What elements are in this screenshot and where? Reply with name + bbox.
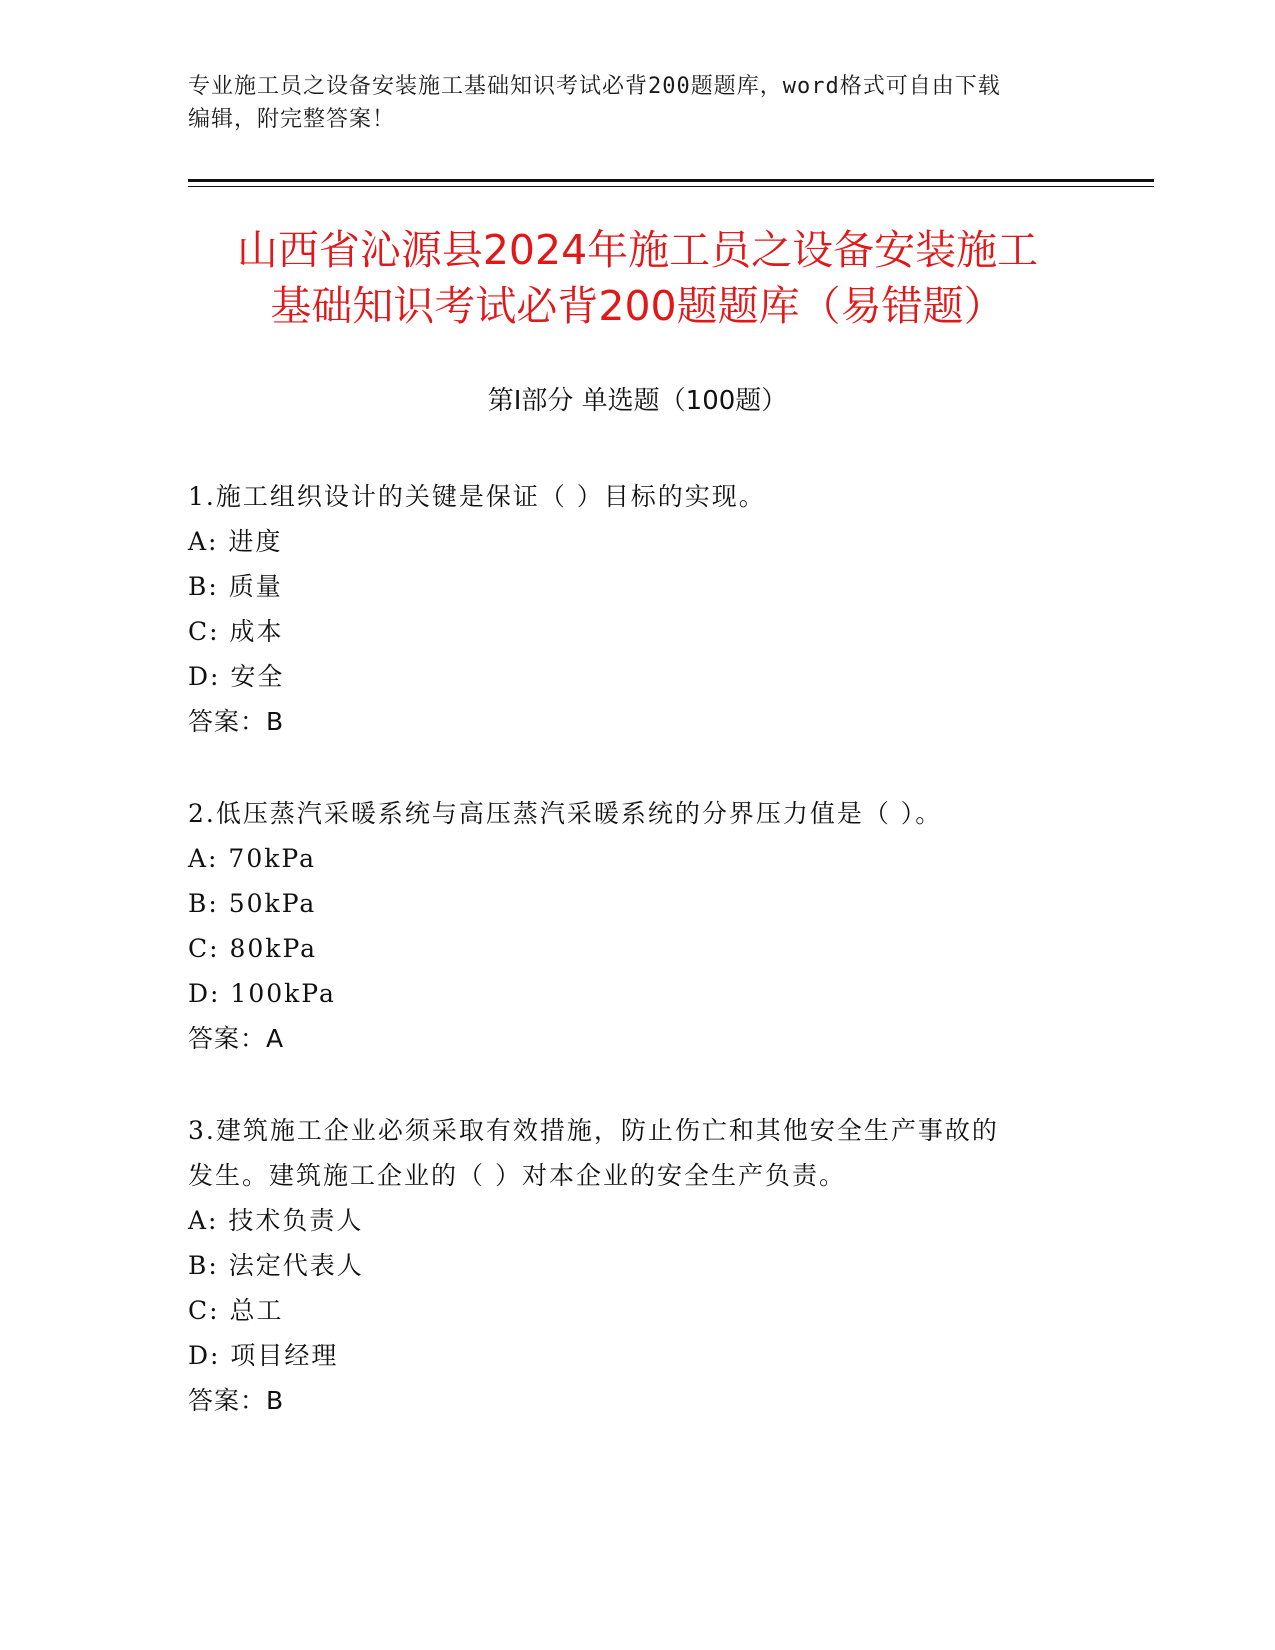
answer: 答案：A: [188, 1024, 285, 1053]
option-d: D: 100kPa: [188, 979, 336, 1008]
header-note: [188, 70, 1088, 136]
option-c: C: 80kPa: [188, 934, 318, 963]
option-c: C: 成本: [188, 617, 284, 646]
option-b: B: 法定代表人: [188, 1251, 364, 1280]
header-note-line-2: 编辑，附完整答案！: [188, 107, 396, 132]
section-title: 第Ⅰ部分 单选题（100题）: [487, 386, 788, 416]
document-title-line-2: 基础知识考试必背200题题库（易错题）: [270, 282, 1005, 330]
option-c: C: 总工: [188, 1296, 284, 1325]
answer: 答案：B: [188, 1386, 285, 1415]
question-stem: 2.低压蒸汽采暖系统与高压蒸汽采暖系统的分界压力值是（ ）。: [188, 799, 943, 828]
answer: 答案：B: [188, 707, 285, 736]
option-d: D: 安全: [188, 662, 285, 691]
question-stem-line-1: 3.建筑施工企业必须采取有效措施，防止伤亡和其他安全生产事故的: [188, 1116, 999, 1145]
option-b: B: 质量: [188, 572, 283, 601]
question-2: [188, 791, 1088, 1061]
option-d: D: 项目经理: [188, 1341, 339, 1370]
question-3: [188, 1108, 1088, 1423]
question-1: [188, 474, 1088, 744]
option-b: B: 50kPa: [188, 889, 317, 918]
question-list: [188, 474, 1088, 1470]
question-stem: 1.施工组织设计的关键是保证（ ）目标的实现。: [188, 482, 766, 511]
option-a: A: 70kPa: [188, 844, 316, 873]
document-title-line-1: 山西省沁源县2024年施工员之设备安装施工: [236, 226, 1039, 274]
document-title: [150, 222, 1125, 334]
header-divider-thin: [188, 186, 1154, 187]
option-a: A: 技术负责人: [188, 1206, 364, 1235]
option-a: A: 进度: [188, 527, 283, 556]
header-note-line-1: 专业施工员之设备安装施工基础知识考试必背200题题库，word格式可自由下载: [188, 74, 1001, 99]
header-divider-thick: [188, 179, 1154, 182]
question-stem-line-2: 发生。建筑施工企业的（ ）对本企业的安全生产负责。: [188, 1161, 846, 1190]
